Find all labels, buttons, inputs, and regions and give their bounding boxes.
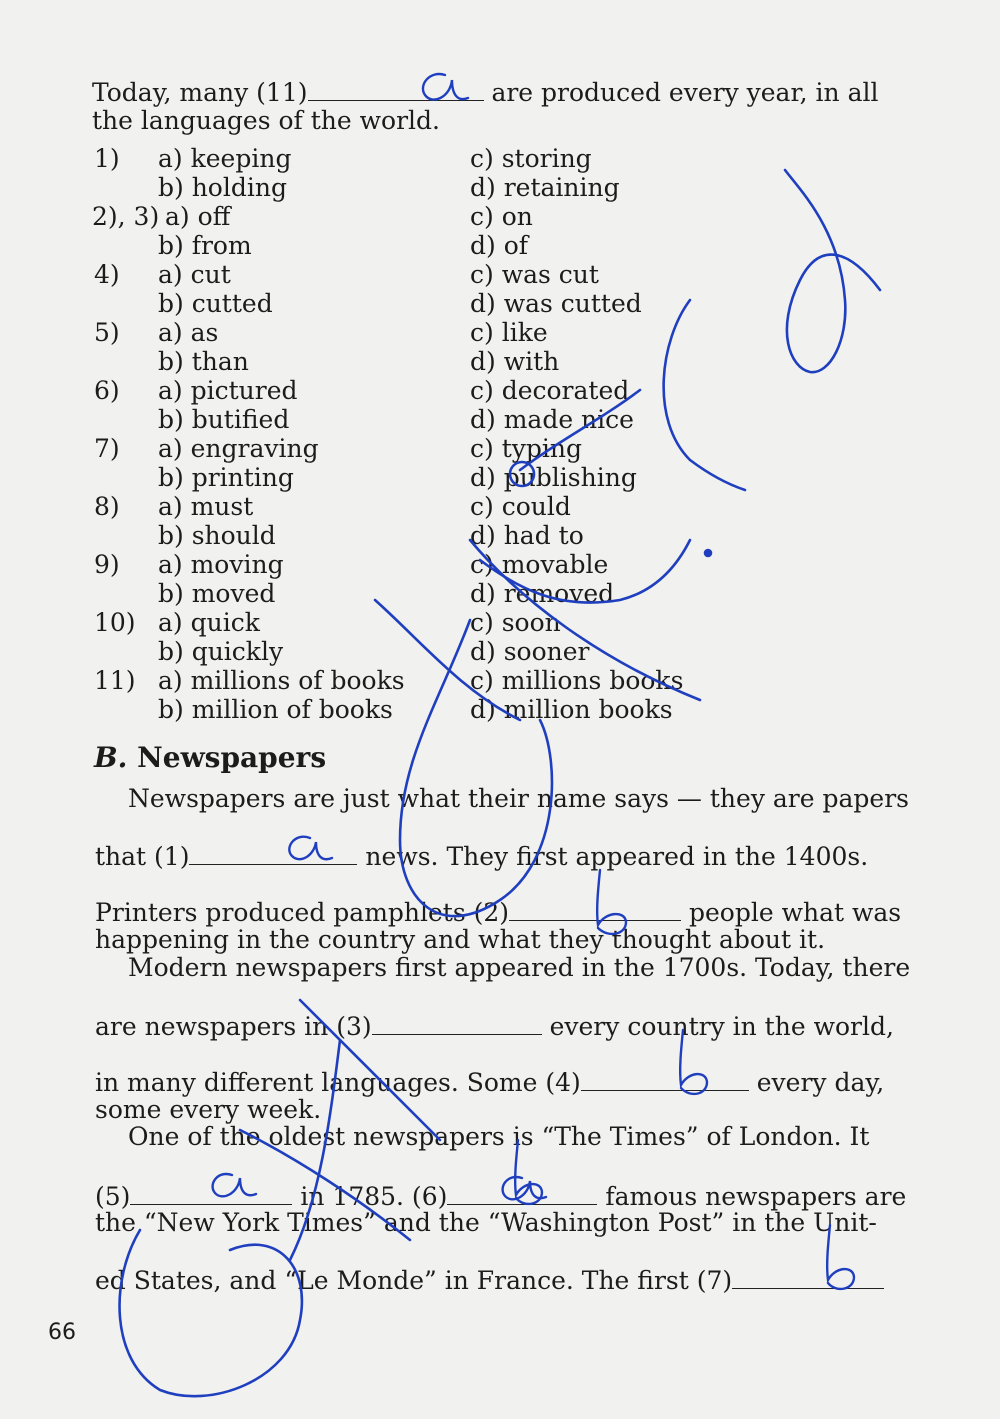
option-a[interactable]: a) as	[158, 318, 219, 347]
text-line: the “New York Times” and the “Washington Post” in the Unit-	[95, 1208, 877, 1237]
option-a[interactable]: a) off	[165, 202, 231, 231]
option-c[interactable]: c) could	[470, 492, 571, 521]
text-line: ed States, and “Le Monde” in France. The first (7)	[95, 1264, 884, 1296]
text-line: (5) in 1785. (6) famous newspapers are	[95, 1182, 907, 1211]
text-line: are newspapers in (3) every country in the world,	[95, 1012, 894, 1041]
intro-text-b: are produced every year, in all	[491, 78, 879, 107]
answer-blank-7[interactable]	[732, 1264, 884, 1289]
option-a[interactable]: a) engraving	[158, 434, 319, 463]
text-line: in many different languages. Some (4) every day,	[95, 1068, 885, 1097]
text-line: One of the oldest newspapers is “The Times” of London. It	[128, 1122, 870, 1151]
page-number: 66	[48, 1320, 76, 1345]
option-d[interactable]: d) had to	[470, 521, 584, 550]
option-c[interactable]: c) millions books	[470, 666, 684, 695]
option-d[interactable]: d) made nice	[470, 405, 634, 434]
text-line: happening in the country and what they thought about it.	[95, 925, 826, 954]
answer-blank-11[interactable]	[308, 76, 484, 101]
option-d[interactable]: d) million books	[470, 695, 673, 724]
question-number: 7)	[94, 434, 120, 463]
ink-stroke	[664, 300, 745, 490]
ink-dot	[705, 550, 711, 556]
option-a[interactable]: a) quick	[158, 608, 260, 637]
text-line: Printers produced pamphlets (2) people what was	[95, 898, 902, 927]
section-letter: B.	[94, 741, 128, 774]
text-line: Newspapers are just what their name says — they are papers	[128, 784, 909, 813]
question-number: 4)	[94, 260, 120, 289]
answer-blank-1[interactable]	[189, 840, 357, 865]
question-number: 6)	[94, 376, 120, 405]
option-a[interactable]: a) must	[158, 492, 254, 521]
option-a[interactable]: a) millions of books	[158, 666, 405, 695]
option-d[interactable]: d) of	[470, 231, 529, 260]
intro-line-2: the languages of the world.	[92, 106, 440, 135]
option-c[interactable]: c) was cut	[470, 260, 599, 289]
question-number: 8)	[94, 492, 120, 521]
question-number: 10)	[94, 608, 136, 637]
question-number: 5)	[94, 318, 120, 347]
intro-text-a: Today, many (11)	[92, 78, 308, 107]
question-number: 2), 3)	[92, 202, 160, 231]
text-line: some every week.	[95, 1095, 322, 1124]
option-d[interactable]: d) retaining	[470, 173, 620, 202]
option-d[interactable]: d) with	[470, 347, 560, 376]
option-b[interactable]: b) printing	[158, 463, 294, 492]
option-b[interactable]: b) than	[158, 347, 249, 376]
option-c[interactable]: c) movable	[470, 550, 609, 579]
option-c[interactable]: c) like	[470, 318, 548, 347]
option-b[interactable]: b) butified	[158, 405, 290, 434]
answer-blank-6[interactable]	[447, 1180, 597, 1205]
intro-line-1	[92, 76, 879, 108]
option-a[interactable]: a) cut	[158, 260, 231, 289]
option-c[interactable]: c) soon	[470, 608, 561, 637]
option-c[interactable]: c) decorated	[470, 376, 630, 405]
section-heading	[94, 742, 326, 774]
option-d[interactable]: d) removed	[470, 579, 615, 608]
option-b[interactable]: b) quickly	[158, 637, 284, 666]
answer-blank-4[interactable]	[581, 1066, 749, 1091]
option-c[interactable]: c) typing	[470, 434, 582, 463]
option-a[interactable]: a) pictured	[158, 376, 298, 405]
question-number: 9)	[94, 550, 120, 579]
show-through-text	[460, 575, 467, 600]
answer-blank-2[interactable]	[509, 896, 681, 921]
option-d[interactable]: d) publishing	[470, 463, 637, 492]
option-b[interactable]: b) should	[158, 521, 276, 550]
answer-blank-3[interactable]	[372, 1010, 542, 1035]
option-b[interactable]: b) holding	[158, 173, 287, 202]
option-d[interactable]: d) sooner	[470, 637, 590, 666]
option-b[interactable]: b) million of books	[158, 695, 393, 724]
answer-blank-5[interactable]	[130, 1180, 292, 1205]
section-title: Newspapers	[137, 741, 327, 774]
option-b[interactable]: b) cutted	[158, 289, 273, 318]
ink-stroke	[785, 170, 880, 372]
option-a[interactable]: a) moving	[158, 550, 284, 579]
question-number: 1)	[94, 144, 120, 173]
ink-stroke	[120, 1230, 302, 1396]
text-line: Modern newspapers first appeared in the 1700s. Today, there	[128, 953, 911, 982]
option-b[interactable]: b) from	[158, 231, 252, 260]
option-c[interactable]: c) on	[470, 202, 533, 231]
option-c[interactable]: c) storing	[470, 144, 592, 173]
option-d[interactable]: d) was cutted	[470, 289, 642, 318]
option-a[interactable]: a) keeping	[158, 144, 292, 173]
option-b[interactable]: b) moved	[158, 579, 276, 608]
question-number: 11)	[94, 666, 136, 695]
text-line: that (1) news. They first appeared in the 1400s.	[95, 842, 869, 871]
